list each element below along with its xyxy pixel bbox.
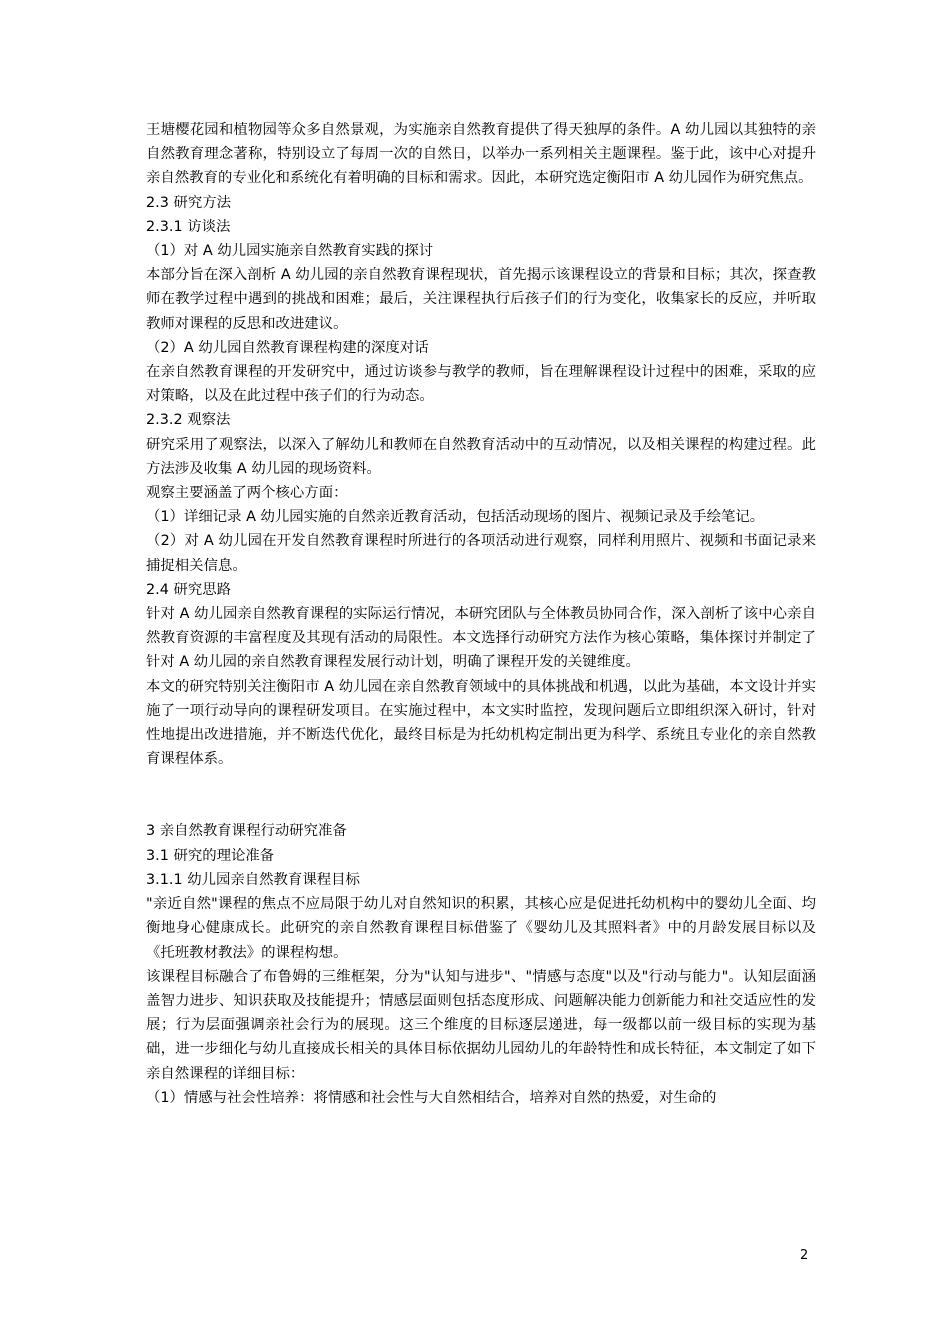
body-text bbox=[146, 118, 816, 1110]
list-item-goal-1: （1）情感与社会性培养：将情感和社会性与大自然相结合，培养对自然的热爱，对生命的 bbox=[146, 1089, 717, 1106]
research-idea-paragraph-2: 本文的研究特别关注衡阳市 A 幼儿园在亲自然教育领域中的具体挑战和机遇，以此为基础，本文设计并实施了一项行动导向的课程研发项目。在实施过程中，本文实时监控，发现问题后立即组织深入研讨，针对性地提出改进措施，并不断迭代优化，最终目标是为托幼机构定制出更为科学、系统且专业化的亲自然教育课程体系。 bbox=[146, 678, 816, 768]
list-item-observation-2: （2）对 A 幼儿园在开发自然教育课程时所进行的各项活动进行观察，同样利用照片、视频和书面记录来捕捉相关信息。 bbox=[146, 533, 816, 574]
section-heading-3-1: 3.1 研究的理论准备 bbox=[146, 847, 275, 864]
section-heading-3-1-1: 3.1.1 幼儿园亲自然教育课程目标 bbox=[146, 871, 360, 888]
research-idea-paragraph-1: 针对 A 幼儿园亲自然教育课程的实际运行情况，本研究团队与全体教员协同合作，深入剖析了该中心亲自然教育资源的丰富程度及其现有活动的局限性。本文选择行动研究方法作为核心策略，集体探讨并制定了针对 A 幼儿园的亲自然教育课程发展行动计划，明确了课程开发的关键维度。 bbox=[146, 606, 816, 671]
goal-paragraph-2: 该课程目标融合了布鲁姆的三维框架，分为"认知与进步"、"情感与态度"以及"行动与能力"。认知层面涵盖智力进步、知识获取及技能提升；情感层面则包括态度形成、问题解决能力创新能力和社交适应性的发展；行为层面强调亲社会行为的展现。这三个维度的目标逐层递进，每一级都以前一级目标的实现为基础，进一步细化与幼儿直接成长相关的具体目标依据幼儿园幼儿的年龄特性和成长特征，本文制定了如下亲自然课程的详细目标： bbox=[146, 968, 816, 1082]
goal-paragraph-1: "亲近自然"课程的焦点不应局限于幼儿对自然知识的积累，其核心应是促进托幼机构中的婴幼儿全面、均衡地身心健康成长。此研究的亲自然教育课程目标借鉴了《婴幼儿及其照料者》中的月龄发展目标以及《托班教材教法》的课程构想。 bbox=[146, 896, 816, 961]
list-item-interview-1: （1）对 A 幼儿园实施亲自然教育实践的探讨 bbox=[146, 243, 434, 260]
list-item-observation-1: （1）详细记录 A 幼儿园实施的自然亲近教育活动，包括活动现场的图片、视频记录及手绘笔记。 bbox=[146, 509, 765, 526]
list-item-interview-2: （2）A 幼儿园自然教育课程构建的深度对话 bbox=[146, 339, 429, 356]
section-heading-2-3-2: 2.3.2 观察法 bbox=[146, 412, 231, 429]
intro-paragraph: 王塘樱花园和植物园等众多自然景观，为实施亲自然教育提供了得天独厚的条件。A 幼儿园以其独特的亲自然教育理念著称，特别设立了每周一次的自然日，以举办一系列相关主题课程。鉴于此，该中心对提升亲自然教育的专业化和系统化有着明确的目标和需求。因此，本研究选定衡阳市 A 幼儿园作为研究焦点。 bbox=[146, 122, 816, 187]
interview-paragraph-1: 本部分旨在深入剖析 A 幼儿园的亲自然教育课程现状，首先揭示该课程设立的背景和目标；其次，探查教师在教学过程中遇到的挑战和困难；最后，关注课程执行后孩子们的行为变化，收集家长的反应，并听取教师对课程的反思和改进建议。 bbox=[146, 267, 816, 332]
section-gap bbox=[146, 771, 816, 819]
section-heading-2-3-1: 2.3.1 访谈法 bbox=[146, 218, 231, 235]
section-heading-2-4: 2.4 研究思路 bbox=[146, 581, 232, 598]
section-heading-3: 3 亲自然教育课程行动研究准备 bbox=[146, 823, 347, 840]
observation-paragraph-1: 研究采用了观察法，以深入了解幼儿和教师在自然教育活动中的互动情况，以及相关课程的构建过程。此方法涉及收集 A 幼儿园的现场资料。 bbox=[146, 436, 816, 477]
page-number: 2 bbox=[800, 1248, 809, 1263]
interview-paragraph-2: 在亲自然教育课程的开发研究中，通过访谈参与教学的教师，旨在理解课程设计过程中的困难，采取的应对策略，以及在此过程中孩子们的行为动态。 bbox=[146, 364, 816, 405]
section-heading-2-3: 2.3 研究方法 bbox=[146, 194, 232, 211]
observation-paragraph-2: 观察主要涵盖了两个核心方面： bbox=[146, 485, 348, 502]
